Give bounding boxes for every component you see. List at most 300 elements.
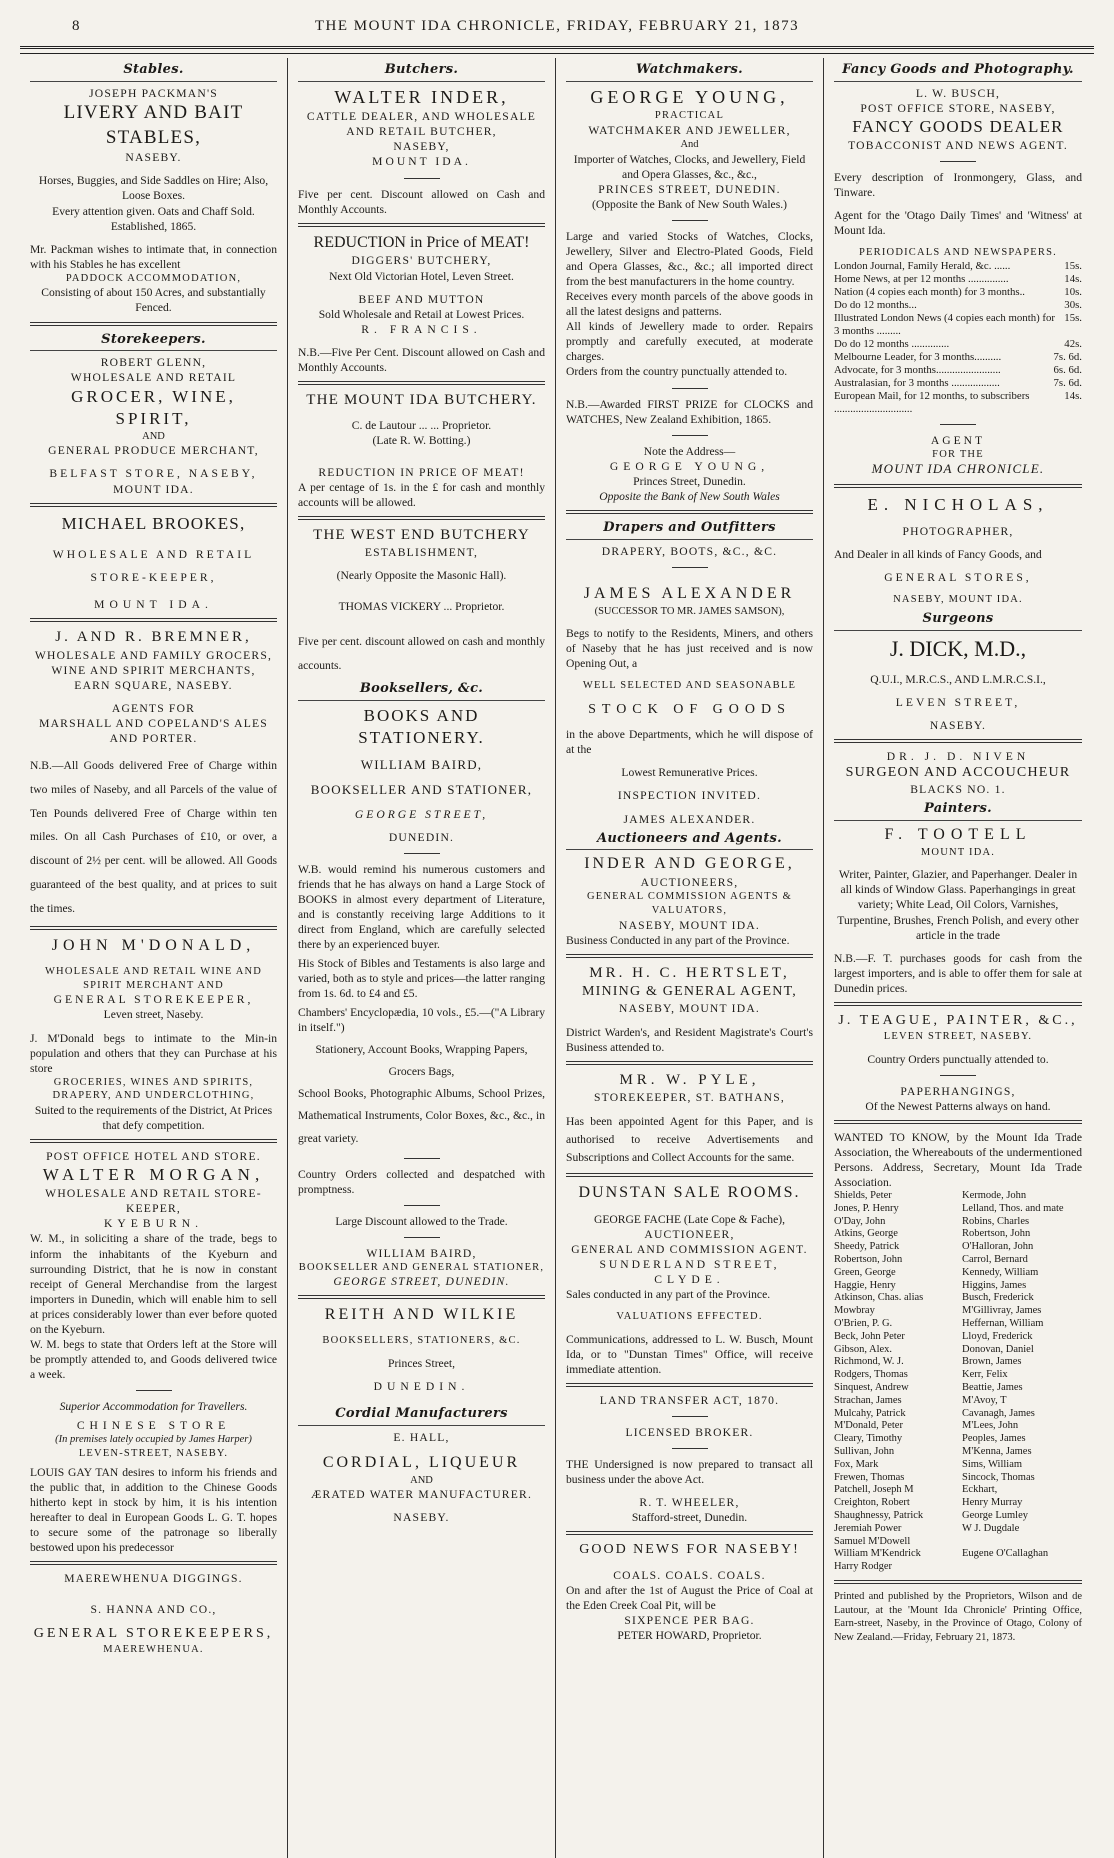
wanted-name: Fox, Mark: [834, 1458, 879, 1470]
ad-hall: [298, 1430, 545, 1526]
ad-line: THOMAS VICKERY ... Proprietor.: [338, 600, 505, 614]
wanted-name: Haggie, Henry: [834, 1279, 896, 1291]
ad-line: Consisting of about 150 Acres, and substantially Fenced.: [41, 286, 266, 315]
ad-line: Stafford-street, Dunedin.: [631, 1511, 748, 1525]
ad-line: NASEBY.: [125, 151, 182, 165]
ad-title: GROCER, WINE, SPIRIT,: [71, 386, 236, 428]
wanted-name: M'Avoy, T: [962, 1394, 1007, 1406]
ad-line: GROCERIES, WINES AND SPIRITS, DRAPERY, AND UNDERCLOTHING,: [52, 1076, 255, 1102]
periodical-name: Illustrated London News (4 copies each month) for 3 months .........: [834, 311, 1055, 337]
ad-line: (In premises lately occupied by James Harper): [55, 1434, 252, 1446]
ad-line: AND: [142, 430, 165, 442]
wanted-name: Gibson, Alex.: [834, 1343, 893, 1355]
ad-title: J. TEAGUE, PAINTER, &C.,: [838, 1012, 1078, 1028]
section-heading-watchmakers: Watchmakers.: [566, 62, 813, 82]
column-1: [20, 58, 288, 1858]
ad-line: MARSHALL AND COPELAND'S ALES AND PORTER.: [39, 716, 268, 745]
ad-niven: [834, 749, 1082, 797]
ad-line: LEVEN STREET, NASEBY.: [883, 1031, 1033, 1043]
wanted-name: M'Kenna, James: [962, 1446, 1032, 1458]
periodical-row: [834, 351, 1082, 364]
ad-title: MICHAEL BROOKES,: [61, 513, 246, 533]
wanted-name: Heffernan, William: [962, 1318, 1044, 1330]
periodical-name: Advocate, for 3 months........................: [834, 363, 1001, 376]
ad-paragraph: District Warden's, and Resident Magistrate's Court's Business attended to.: [566, 1025, 813, 1054]
wanted-name: Shields, Peter: [834, 1190, 892, 1202]
ad-paragraph: N.B.—Awarded FIRST PRIZE for CLOCKS and WATCHES, New Zealand Exhibition, 1865.: [566, 397, 813, 426]
ad-line: Next Old Victorian Hotel, Leven Street.: [329, 269, 514, 283]
ad-line: CATTLE DEALER, AND WHOLESALE AND RETAIL BUTCHER,: [306, 110, 537, 139]
wanted-name: Kennedy, William: [962, 1266, 1039, 1278]
wanted-name: Kerr, Felix: [962, 1369, 1008, 1381]
ad-inder: [298, 86, 545, 217]
ad-title: JOHN M'DONALD,: [51, 937, 256, 955]
periodical-price: 30s.: [1064, 298, 1082, 311]
wanted-name: Carrol, Bernard: [962, 1254, 1028, 1266]
ad-line: (Nearly Opposite the Masonic Hall).: [336, 569, 507, 583]
ad-line: SIXPENCE PER BAG.: [624, 1613, 755, 1627]
periodical-price: 10s.: [1064, 285, 1082, 298]
periodical-name: Home News, at per 12 months ...............: [834, 273, 1009, 286]
periodical-price: 14s.: [1064, 273, 1082, 286]
ad-line: (Late R. W. Botting.): [372, 434, 471, 448]
ad-inder-george: [566, 854, 813, 947]
periodicals-list: [834, 260, 1082, 415]
columns: [20, 58, 1094, 1858]
wanted-name: Lelland, Thos. and mate: [962, 1202, 1064, 1214]
ad-line: C. de Lautour ... ... Proprietor.: [351, 419, 492, 433]
ad-title: J. DICK, M.D.,: [889, 635, 1027, 661]
ad-paragraph: Mr. Packman wishes to intimate that, in connection with his Stables he has excellent: [30, 242, 277, 271]
wanted-name: M'Lees, John: [962, 1420, 1019, 1432]
wanted-name: Mulcahy, Patrick: [834, 1407, 906, 1419]
wanted-names: [834, 1190, 1082, 1574]
ad-line: BELFAST STORE, NASEBY,: [49, 467, 258, 481]
periodical-price: 14s.: [1064, 389, 1082, 402]
periodical-name: Do do 12 months...: [834, 298, 917, 311]
ad-line: ESTABLISHMENT,: [364, 546, 479, 560]
ad-line: Every attention given. Oats and Chaff Sold.: [52, 204, 255, 218]
ad-line: Sold Wholesale and Retail at Lowest Prices.: [318, 307, 525, 321]
ad-alexander: [566, 544, 813, 827]
ad-line: PHOTOGRAPHER,: [902, 525, 1014, 539]
ad-brookes: [30, 513, 277, 613]
ad-reith-wilkie: [298, 1305, 545, 1394]
ad-morgan: [30, 1164, 277, 1414]
ad-line: PRACTICAL: [654, 110, 725, 122]
wanted-name: Donovan, Daniel: [962, 1343, 1034, 1355]
ad-line: GENERAL COMMISSION AGENTS & VALUATORS,: [587, 891, 792, 916]
column-3: [556, 58, 824, 1858]
periodical-name: European Mail, for 12 months, to subscribers .............................: [834, 389, 1030, 415]
section-heading-auctioneers: Auctioneers and Agents.: [566, 831, 813, 851]
ad-line: MOUNT IDA.: [372, 155, 471, 169]
ad-line: LEVEN STREET,: [895, 695, 1021, 709]
ad-line: Superior Accommodation for Travellers.: [59, 1400, 248, 1414]
ad-line: Lowest Remunerative Prices.: [621, 766, 758, 780]
ad-paragraph: W. M., in soliciting a share of the trade, begs to inform the inhabitants of the Kyeburn and surrounding District, that he is now in constant receipt of General Merchandise from the largest importers in Dunedin, which will enable him to sell at prices considerably lower than ever before quoted on the Kyeburn.: [30, 1232, 277, 1336]
ad-paragraph: Agent for the 'Otago Daily Times' and 'Witness' at Mount Ida.: [834, 209, 1082, 238]
periodical-row: [834, 390, 1082, 416]
ad-line: PETER HOWARD, Proprietor.: [617, 1628, 762, 1642]
ad-nicholas: [834, 494, 1082, 607]
periodical-name: Do do 12 months ..............: [834, 337, 950, 350]
ad-line: Established, 1865.: [110, 219, 197, 233]
ad-line: BEEF AND MUTTON: [358, 292, 485, 306]
ad-title: BOOKS AND STATIONERY.: [358, 705, 485, 747]
ad-line: WHOLESALE AND RETAIL: [70, 371, 237, 385]
ad-mcdonald: [30, 936, 277, 1133]
ad-paragraph: THE Undersigned is now prepared to transact all business under the above Act.: [566, 1458, 813, 1487]
ad-teague: [834, 1012, 1082, 1114]
wanted-name: Jeremiah Power: [834, 1522, 902, 1534]
wanted-name: Jones, P. Henry: [834, 1202, 899, 1214]
ad-title: CORDIAL, LIQUEUR: [322, 1453, 521, 1471]
ad-line: CLYDE.: [654, 1273, 725, 1287]
page-number: 8: [72, 18, 81, 34]
ad-paragraph: W. M. begs to state that Orders left at the Store will be promptly attended to, and Goods delivered twice a week.: [30, 1337, 277, 1382]
ad-paragraph: N.B.—Five Per Cent. Discount allowed on Cash and Monthly Accounts.: [298, 345, 545, 374]
wanted-name: Atkins, George: [834, 1228, 898, 1240]
ad-line: (Opposite the Bank of New South Wales.): [592, 197, 787, 211]
ad-line: GENERAL STORES,: [884, 571, 1032, 585]
ad-mount-ida-butchery: [298, 391, 545, 510]
ad-line: (SUCCESSOR TO MR. JAMES SAMSON),: [594, 605, 785, 617]
ad-line: Q.U.I., M.R.C.S., AND L.M.R.C.S.I.,: [870, 672, 1046, 686]
periodical-name: Melbourne Leader, for 3 months..........: [834, 350, 1002, 363]
ad-paragraph: All kinds of Jewellery made to order. Repairs promptly and carefully executed, at moderate charges.: [566, 320, 813, 364]
ad-paragraph: His Stock of Bibles and Testaments is also large and varied, both as to style and prices—the latter ranging from 1s. 6d. to £4 and £5.: [298, 957, 545, 1001]
ad-line: WHOLESALE AND RETAIL STORE-KEEPER,: [52, 547, 255, 584]
ad-line: NASEBY.: [929, 718, 987, 732]
wanted-name: Frewen, Thomas: [834, 1471, 905, 1483]
ad-title: STOCK OF GOODS: [588, 702, 791, 718]
ad-hertslet: [566, 964, 813, 1055]
ad-line: LICENSED BROKER.: [625, 1426, 754, 1440]
wanted-name: Higgins, James: [962, 1279, 1027, 1291]
section-heading-storekeepers: Storekeepers.: [30, 332, 277, 352]
wanted-name: Robertson, John: [962, 1228, 1031, 1240]
wanted-name: O'Brien, P. G.: [834, 1318, 893, 1330]
ad-line: WHOLESALE AND RETAIL WINE AND SPIRIT MERCHANT AND: [44, 966, 263, 991]
ad-paragraph: Orders from the country punctually attended to.: [566, 365, 788, 379]
periodical-name: Nation (4 copies each month) for 3 months..: [834, 285, 1026, 298]
ad-bremner: [30, 628, 277, 920]
ad-line: DIGGERS' BUTCHERY,: [351, 254, 492, 268]
ad-line: E. HALL,: [393, 1430, 450, 1444]
ad-paragraph: Begs to notify to the Residents, Miners, and others of Naseby that he has just received and is now Opening Out, a: [566, 627, 813, 671]
wanted-name: Eckhart,: [962, 1484, 998, 1496]
ad-title: LIVERY AND BAIT STABLES,: [63, 101, 244, 148]
ad-paragraph: Sales conducted in any part of the Province.: [566, 1288, 771, 1302]
ad-line: JAMES ALEXANDER.: [623, 812, 756, 826]
section-heading-stables: Stables.: [30, 62, 277, 82]
wanted-name: O'Day, John: [834, 1215, 886, 1227]
ad-dunstan: [566, 1183, 813, 1377]
ad-wanted: [834, 1130, 1082, 1574]
ad-line: BOOKSELLERS, STATIONERS, &C.: [322, 1335, 521, 1347]
ad-title: REDUCTION in Price of MEAT!: [313, 233, 530, 251]
wanted-name: Robins, Charles: [962, 1215, 1030, 1227]
ad-glenn: [30, 355, 277, 496]
periodical-price: 15s.: [1064, 260, 1082, 273]
ad-line: WHOLESALE AND FAMILY GROCERS, WINE AND SPIRIT MERCHANTS,: [34, 648, 273, 677]
ad-line: MINING & GENERAL AGENT,: [581, 984, 798, 1000]
wanted-name: Harry Rodger: [834, 1561, 893, 1573]
ad-line: SUNDERLAND STREET,: [599, 1258, 780, 1272]
ad-line: MOUNT IDA CHRONICLE.: [871, 461, 1045, 477]
ad-george-young: [566, 86, 813, 504]
ad-paragraph: LOUIS GAY TAN desires to inform his friends and the public that, in addition to the Chinese Goods hitherto kept in stock by him, it is his intention hereafter to deal in European Goods L. G. T. hopes to secure some of the patronage so liberally bestowed upon his predecessor: [30, 1465, 277, 1554]
ad-line: LAND TRANSFER ACT, 1870.: [599, 1394, 780, 1408]
ad-line: S. HANNA AND CO.,: [90, 1602, 217, 1616]
periodical-row: [834, 377, 1082, 390]
ad-line: JOSEPH PACKMAN'S: [89, 86, 218, 100]
wanted-name: George Lumley: [962, 1510, 1028, 1522]
ad-line: DRAPERY, BOOTS, &C., &C.: [601, 544, 778, 558]
ad-line: Princes Street,: [388, 1356, 455, 1370]
ad-dick: [834, 635, 1082, 733]
column-2: [288, 58, 556, 1858]
ad-line: KYEBURN.: [104, 1217, 203, 1231]
ad-line: AND: [410, 1474, 433, 1486]
ad-line: PERIODICALS AND NEWSPAPERS.: [858, 247, 1057, 259]
ad-line: GENERAL AND COMMISSION AGENT.: [571, 1243, 808, 1257]
ad-line: DUNEDIN.: [373, 1379, 470, 1393]
ad-line: R. FRANCIS.: [361, 322, 482, 336]
wanted-name: Patchell, Joseph M: [834, 1484, 914, 1496]
ad-paragraph: N.B.—F. T. purchases goods for cash from the largest importers, and is able to offer them for sale at Dunedin prices.: [834, 951, 1082, 995]
ad-line: Suited to the requirements of the District, At Prices that defy competition.: [34, 1104, 273, 1133]
ad-line: WILLIAM BAIRD,: [360, 756, 483, 772]
ad-line: STOREKEEPER, ST. BATHANS,: [594, 1091, 785, 1105]
ad-line: GENERAL STOREKEEPER,: [53, 993, 254, 1007]
periodical-price: 15s.: [1064, 311, 1082, 324]
wanted-name: Rodgers, Thomas: [834, 1369, 908, 1381]
periodical-row: [834, 312, 1082, 338]
ad-line: GENERAL PRODUCE MERCHANT,: [48, 444, 259, 458]
ad-line: Leven street, Naseby.: [103, 1008, 204, 1022]
ad-title: SURGEON AND ACCOUCHEUR: [845, 764, 1071, 780]
periodical-row: [834, 260, 1082, 273]
ad-chinese-store: [30, 1418, 277, 1555]
ad-title: MR. H. C. HERTSLET,: [589, 964, 790, 981]
ad-paragraph: Communications, addressed to L. W. Busch, Mount Ida, or to "Dunstan Times" Office, will receive immediate attention.: [566, 1332, 813, 1377]
ad-line: Opposite the Bank of New South Wales: [599, 489, 780, 503]
ad-paragraph: Has been appointed Agent for this Paper, and is authorised to receive Advertisements and Subscriptions and Collect Accounts for the same.: [566, 1115, 813, 1165]
ad-line: TOBACCONIST AND NEWS AGENT.: [848, 139, 1068, 153]
ad-line: GEORGE STREET, DUNEDIN.: [333, 1275, 510, 1289]
ad-line: Large Discount allowed to the Trade.: [335, 1214, 508, 1228]
wanted-name: Cavanagh, James: [962, 1407, 1035, 1419]
ad-reduction: [298, 233, 545, 375]
ad-line: ROBERT GLENN,: [100, 356, 207, 370]
wanted-name: Sincock, Thomas: [962, 1471, 1035, 1483]
ad-title: REITH AND WILKIE: [324, 1306, 519, 1324]
periodical-name: London Journal, Family Herald, &c. ......: [834, 260, 1011, 273]
ad-paragraph: On and after the 1st of August the Price of Coal at the Eden Creek Coal Pit, will be: [566, 1583, 813, 1612]
ad-paragraph: School Books, Photographic Albums, School Prizes, Mathematical Instruments, Color Boxes, &c., &c., in great variety.: [298, 1087, 545, 1145]
wanted-name: Shaughnessy, Patrick: [834, 1510, 924, 1522]
ad-title: J. AND R. BREMNER,: [55, 629, 252, 646]
ad-line: PAPERHANGINGS,: [900, 1084, 1016, 1098]
ad-line: ÆRATED WATER MANUFACTURER.: [310, 1488, 533, 1502]
page-title: THE MOUNT IDA CHRONICLE, FRIDAY, FEBRUARY 21, 1873: [314, 18, 800, 34]
ad-line: PRINCES STREET, DUNEDIN.: [598, 182, 781, 196]
ad-paragraph: W.B. would remind his numerous customers and friends that he has always on hand a Large Stock of BOOKS in almost every department of Literature, and is constantly receiving large Additions to it direct from England, which are carefully selected there by an experienced buyer.: [298, 862, 545, 952]
wanted-name: Eugene O'Callaghan: [962, 1548, 1049, 1560]
ad-line: BOOKSELLER AND STATIONER,: [310, 781, 533, 797]
ad-title: GENERAL STOREKEEPERS,: [33, 1626, 274, 1641]
ad-title: GOOD NEWS FOR NASEBY!: [579, 1542, 800, 1558]
section-heading-booksellers: Booksellers, &c.: [298, 681, 545, 701]
ad-title: INDER AND GEORGE,: [584, 855, 795, 873]
ad-line: MAEREWHENUA.: [103, 1644, 204, 1656]
ad-title: FANCY GOODS DEALER: [852, 117, 1064, 137]
ad-line: BOOKSELLER AND GENERAL STATIONER,: [298, 1261, 545, 1273]
ad-title: MR. W. PYLE,: [619, 1071, 760, 1088]
wanted-name: William M'Kendrick: [834, 1548, 921, 1560]
ad-paragraph: Writer, Painter, Glazier, and Paperhanger. Dealer in all kinds of Window Glass. Paperhangings in great variety; White Lead, Oil Colors, Varnishes, Turpentine, Brushes, French Polish, and every other article in the trade: [837, 868, 1079, 942]
names-left-column: [834, 1190, 954, 1574]
wanted-name: Strachan, James: [834, 1394, 902, 1406]
ad-line: NASEBY, MOUNT IDA.: [619, 918, 760, 932]
wanted-name: Robertson, John: [834, 1254, 903, 1266]
ad-line: AUCTIONEER,: [644, 1227, 735, 1241]
masthead: [20, 10, 1094, 46]
ad-line: Horses, Buggies, and Side Saddles on Hire; Also, Loose Boxes.: [38, 174, 269, 203]
ad-paragraph: WANTED TO KNOW, by the Mount Ida Trade Association, the Whereabouts of the undermentioned Persons. Address, Secretary, Mount Ida Trade Association.: [834, 1130, 1082, 1190]
ad-line: INSPECTION INVITED.: [617, 789, 762, 803]
ad-title: CHINESE STORE: [76, 1419, 231, 1433]
ad-line: NASEBY, MOUNT IDA.: [893, 594, 1023, 606]
ad-line: MOUNT IDA.: [920, 846, 996, 858]
ad-good-news: [566, 1541, 813, 1643]
wanted-name: M'Gillivray, James: [962, 1305, 1042, 1317]
section-heading-surgeons: Surgeons: [834, 611, 1082, 631]
wanted-name: Beattie, James: [962, 1382, 1023, 1394]
periodical-name: Australasian, for 3 months ..................: [834, 376, 1000, 389]
section-heading-butchers: Butchers.: [298, 62, 545, 82]
column-4: [824, 58, 1092, 1858]
ad-line: DUNEDIN.: [388, 830, 455, 844]
ad-line: NASEBY.: [393, 1511, 450, 1525]
wanted-name: M'Donald, Peter: [834, 1420, 903, 1432]
periodical-row: [834, 286, 1082, 299]
ad-paragraph: Country Orders collected and despatched with promptness.: [298, 1167, 545, 1196]
ad-paragraph: Receives every month parcels of the above goods in all the latest designs and patterns.: [566, 290, 813, 319]
periodical-row: [834, 273, 1082, 286]
ad-line: PADDOCK ACCOMMODATION,: [65, 272, 242, 284]
wanted-name: Brown, James: [962, 1356, 1022, 1368]
ad-pyle: [566, 1071, 813, 1167]
wanted-name: Sinquest, Andrew: [834, 1382, 909, 1394]
ad-hanna: [30, 1602, 277, 1657]
ad-paragraph: Every description of Ironmongery, Glass, and Tinware.: [834, 171, 1082, 200]
wanted-name: Sullivan, John: [834, 1446, 895, 1458]
ad-title: DUNSTAN SALE ROOMS.: [578, 1184, 801, 1202]
ad-line: REDUCTION IN PRICE OF MEAT!: [318, 465, 525, 479]
ad-title: E. NICHOLAS,: [867, 495, 1049, 515]
ad-line: GEORGE YOUNG,: [609, 459, 770, 473]
wanted-name: Sheedy, Patrick: [834, 1241, 900, 1253]
ad-line: Importer of Watches, Clocks, and Jewellery, Field and Opera Glasses, &c., &c.,: [573, 152, 806, 181]
ad-line: And: [680, 138, 699, 150]
ad-line: Princes Street, Dunedin.: [633, 474, 746, 488]
ad-line: AGENT: [930, 433, 986, 447]
wanted-name: Kermode, John: [962, 1190, 1027, 1202]
wanted-name: Atkinson, Chas. alias Mowbray: [834, 1292, 924, 1317]
wanted-name: Peoples, James: [962, 1433, 1026, 1445]
ad-line: WELL SELECTED AND SEASONABLE: [582, 680, 797, 692]
ad-line: L. W. BUSCH,: [915, 86, 1001, 100]
wanted-name: Samuel M'Dowell: [834, 1535, 911, 1547]
ad-paragraph: Large and varied Stocks of Watches, Clocks, Jewellery, Silver and Electro-Plated Goods, Field and Opera Glasses, &c., &c.; all imported direct from the best manufacturers in the home country.: [566, 229, 813, 289]
ad-line: POST OFFICE STORE, NASEBY,: [860, 101, 1056, 115]
periodical-row: [834, 299, 1082, 312]
wanted-name: Cleary, Timothy: [834, 1433, 903, 1445]
ad-busch: [834, 86, 1082, 478]
wanted-name: Beck, John Peter: [834, 1330, 905, 1342]
periodical-row: [834, 364, 1082, 377]
ad-line: WATCHMAKER AND JEWELLER,: [588, 123, 791, 137]
ad-line: AGENTS FOR: [111, 701, 196, 715]
ad-line: Note the Address—: [643, 444, 736, 458]
ad-title: WALTER INDER,: [334, 86, 509, 107]
periodical-price: 6s. 6d.: [1053, 363, 1082, 376]
wanted-name: Henry Murray: [962, 1497, 1023, 1509]
ad-tootell: [834, 825, 1082, 996]
ad-line: GEORGE STREET,: [354, 807, 489, 821]
ad-line: NASEBY, MOUNT IDA.: [619, 1002, 760, 1016]
wanted-name: Green, George: [834, 1266, 896, 1278]
wanted-name: Busch, Frederick: [962, 1292, 1034, 1304]
periodical-price: 7s. 6d.: [1053, 350, 1082, 363]
section-heading-fancy-goods: Fancy Goods and Photography.: [834, 62, 1082, 82]
ad-title: F. TOOTELL: [884, 825, 1032, 843]
ad-books-stationery: [298, 705, 545, 1290]
ad-title: WALTER MORGAN,: [42, 1165, 265, 1185]
periodical-row: [834, 338, 1082, 351]
ad-heading: MAEREWHENUA DIGGINGS.: [64, 1571, 243, 1585]
ad-packman: [30, 86, 277, 316]
ad-line: EARN SQUARE, NASEBY.: [74, 678, 233, 692]
wanted-name: O'Halloran, John: [962, 1241, 1034, 1253]
wanted-name: Sims, William: [962, 1458, 1023, 1470]
ad-west-end-butchery: [298, 526, 545, 677]
ad-line: Stationery, Account Books, Wrapping Papers, Grocers Bags,: [315, 1043, 528, 1079]
ad-paragraph: Business Conducted in any part of the Province.: [566, 933, 790, 947]
masthead-rule: [20, 46, 1094, 54]
ad-line: WHOLESALE AND RETAIL STORE-KEEPER,: [45, 1187, 262, 1216]
periodical-price: 42s.: [1064, 337, 1082, 350]
ad-line: Of the Newest Patterns always on hand.: [865, 1099, 1051, 1113]
ad-heading: POST OFFICE HOTEL AND STORE.: [46, 1150, 261, 1164]
ad-title: JAMES ALEXANDER: [583, 584, 796, 602]
ad-line: Country Orders punctually attended to.: [867, 1052, 1049, 1066]
ad-line: BLACKS NO. 1.: [910, 782, 1006, 796]
ad-line: R. T. WHEELER,: [639, 1496, 740, 1510]
wanted-name: Creighton, Robert: [834, 1497, 910, 1509]
ad-line: AUCTIONEERS,: [640, 876, 739, 890]
ad-line: VALUATIONS EFFECTED.: [616, 1311, 763, 1323]
ad-paragraph: J. M'Donald begs to intimate to the Min-in population and others that they can Purchase at his store: [30, 1031, 277, 1075]
ad-title: THE MOUNT IDA BUTCHERY.: [306, 391, 537, 408]
ad-paragraph: Chambers' Encyclopædia, 10 vols., £5.—("A Library in itself."): [298, 1006, 545, 1035]
ad-line: DR. J. D. NIVEN: [886, 749, 1030, 763]
ad-paragraph: A per centage of 1s. in the £ for cash and monthly accounts will be allowed.: [298, 480, 545, 509]
wanted-name: W J. Dugdale: [962, 1522, 1020, 1534]
